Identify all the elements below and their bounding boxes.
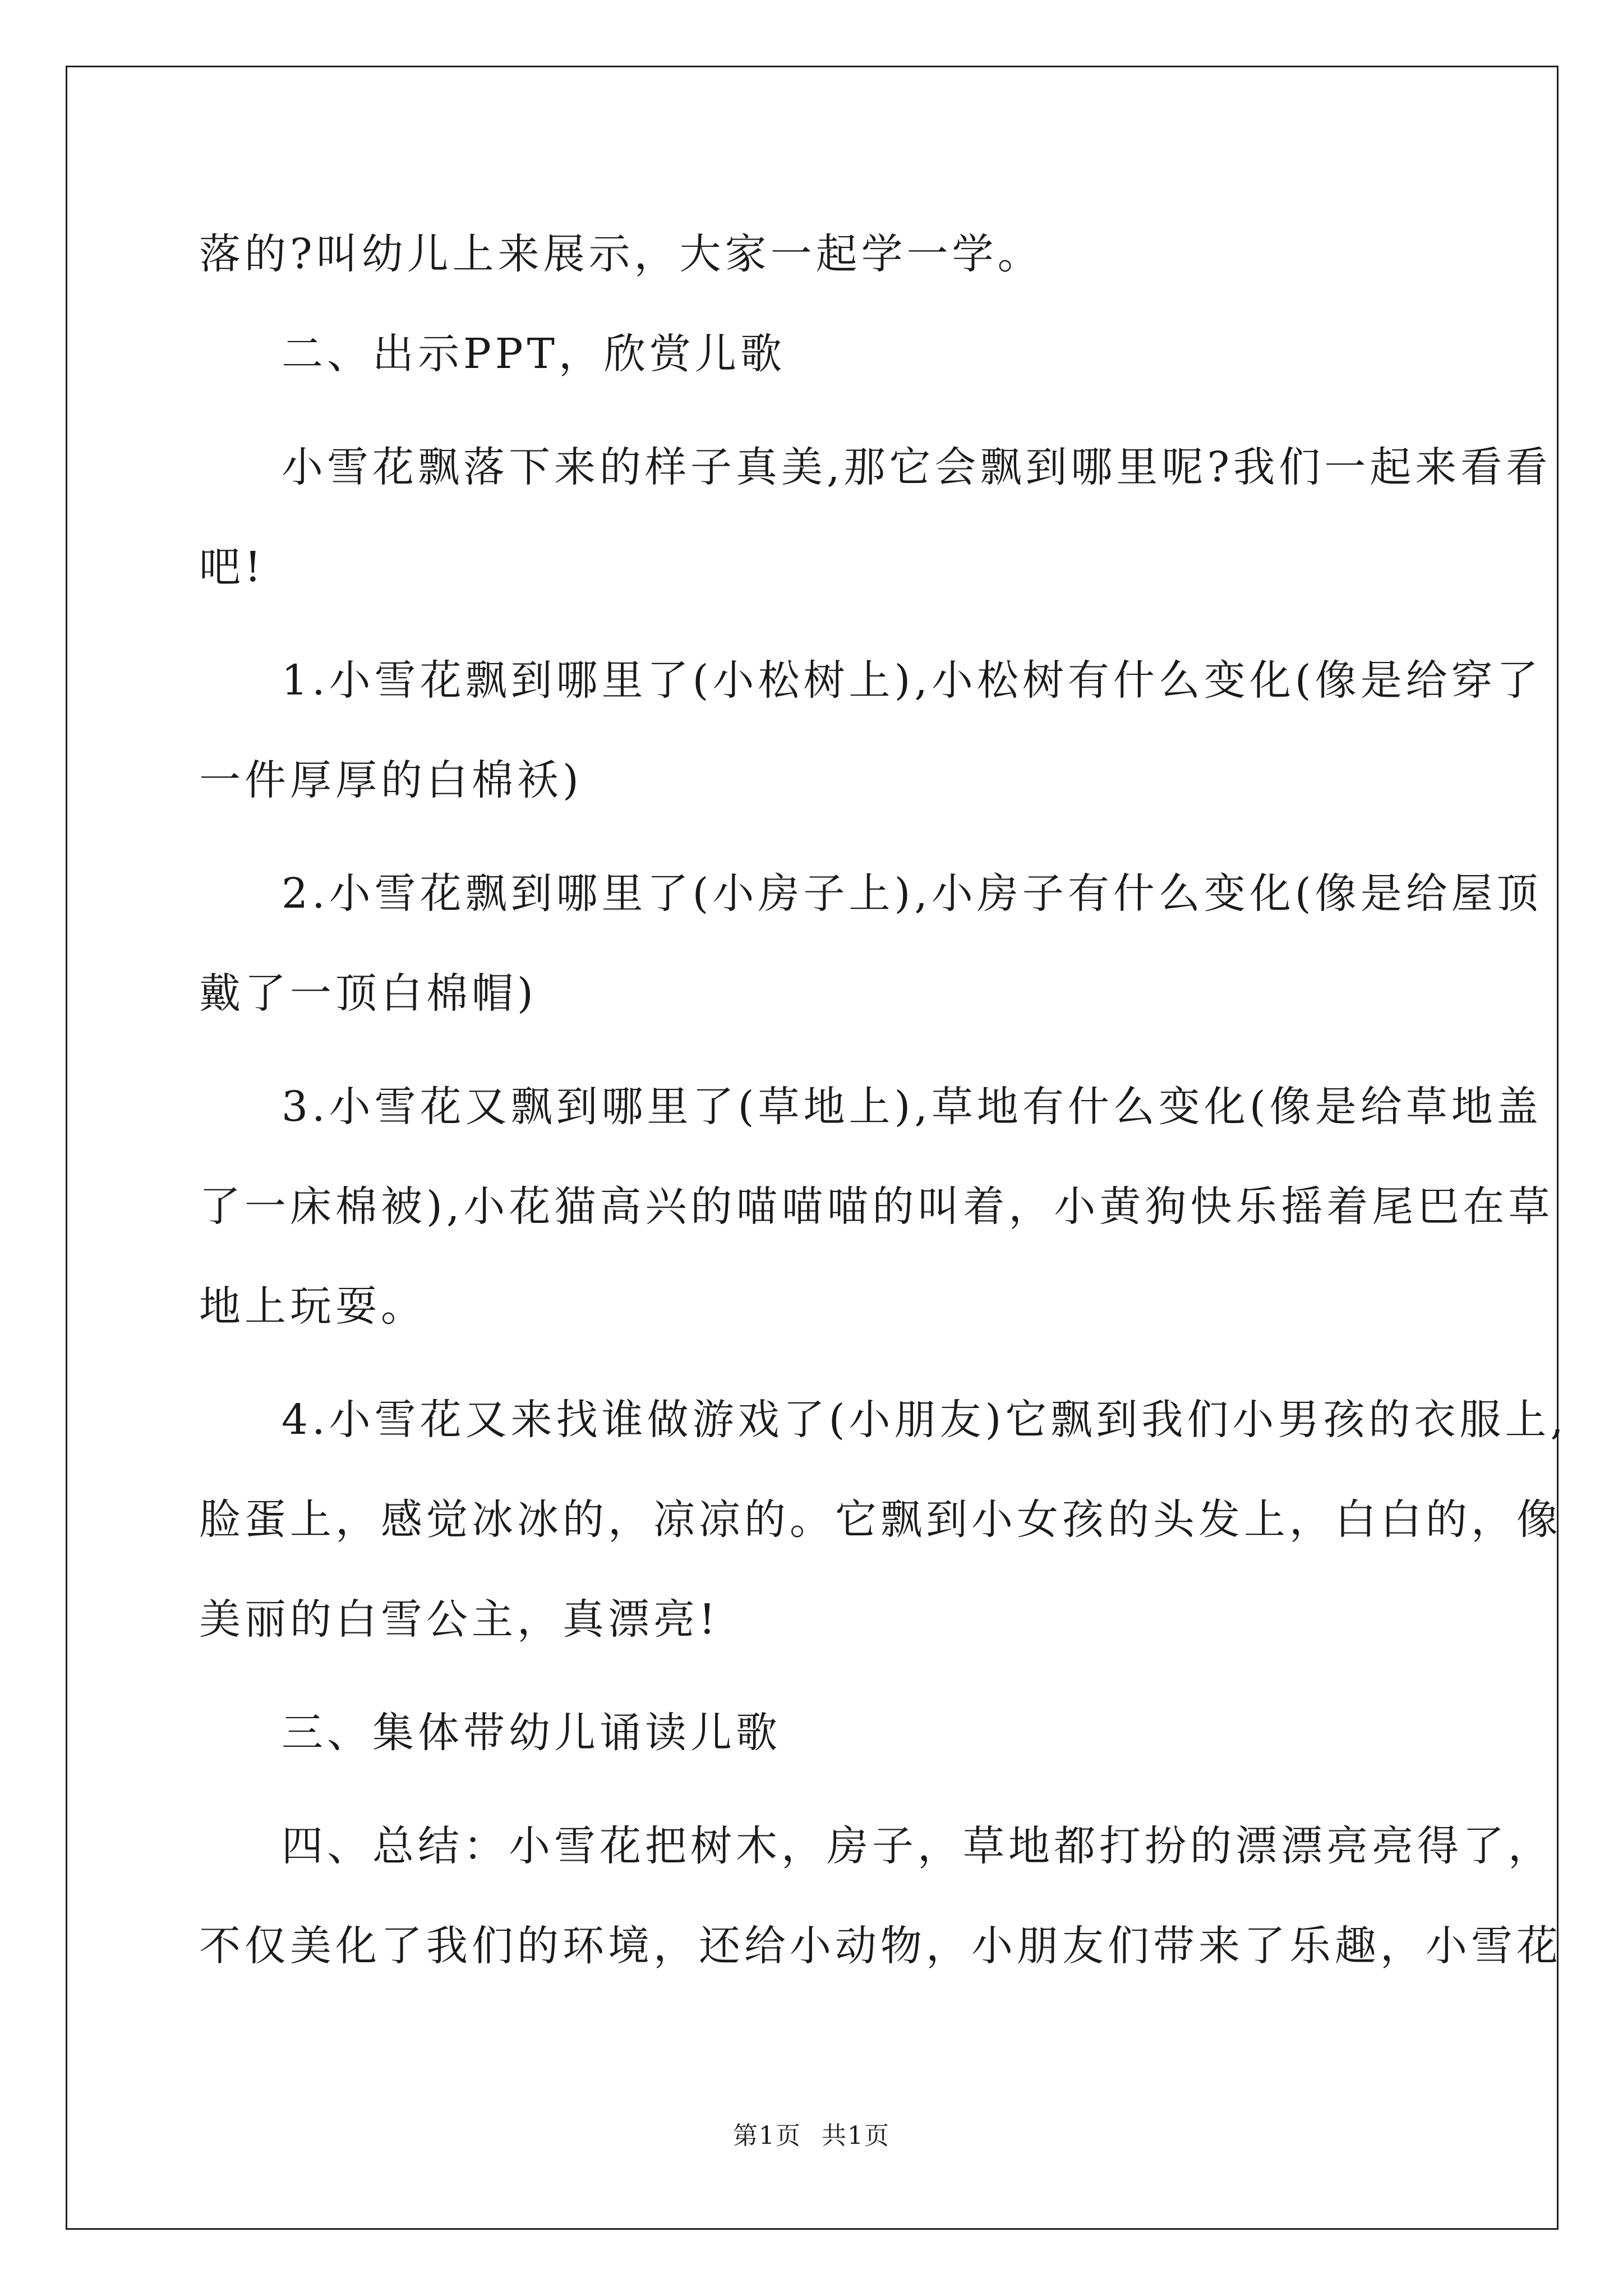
text-line: 了一床棉被),小花猫高兴的喵喵喵的叫着，小黄狗快乐摇着尾巴在草	[199, 1182, 1554, 1231]
text-line: 落的?叫幼儿上来展示，大家一起学一学。	[199, 230, 1043, 278]
text-line: 小雪花飘落下来的样子真美,那它会飘到哪里呢?我们一起来看看	[282, 443, 1552, 491]
text-line: 美丽的白雪公主，真漂亮!	[199, 1595, 720, 1644]
text-line: 1.小雪花飘到哪里了(小松树上),小松树有什么变化(像是给穿了	[282, 656, 1542, 705]
page-number: 第1页	[733, 2122, 801, 2150]
text-line: 地上玩耍。	[199, 1282, 426, 1331]
text-line: 戴了一顶白棉帽)	[199, 969, 537, 1018]
total-pages: 共1页	[822, 2122, 890, 2150]
text-line: 4.小雪花又来找谁做游戏了(小朋友)它飘到我们小男孩的衣服上,	[282, 1396, 1567, 1444]
text-line: 不仅美化了我们的环境，还给小动物，小朋友们带来了乐趣，小雪花	[199, 1922, 1562, 1970]
text-line: 吧!	[199, 543, 265, 591]
section-heading: 二、出示PPT，欣赏儿歌	[282, 330, 786, 378]
section-heading: 三、集体带幼儿诵读儿歌	[282, 1709, 781, 1757]
page-footer	[0, 2119, 1623, 2153]
text-line: 一件厚厚的白棉袄)	[199, 756, 583, 804]
page-border	[66, 66, 1559, 2230]
section-heading: 四、总结：小雪花把树木，房子，草地都打扮的漂漂亮亮得了，	[282, 1822, 1553, 1870]
text-line: 脸蛋上，感觉冰冰的，凉凉的。它飘到小女孩的头发上，白白的，像	[199, 1496, 1562, 1544]
text-line: 3.小雪花又飘到哪里了(草地上),草地有什么变化(像是给草地盖	[282, 1083, 1542, 1131]
text-line: 2.小雪花飘到哪里了(小房子上),小房子有什么变化(像是给屋顶	[282, 869, 1542, 918]
